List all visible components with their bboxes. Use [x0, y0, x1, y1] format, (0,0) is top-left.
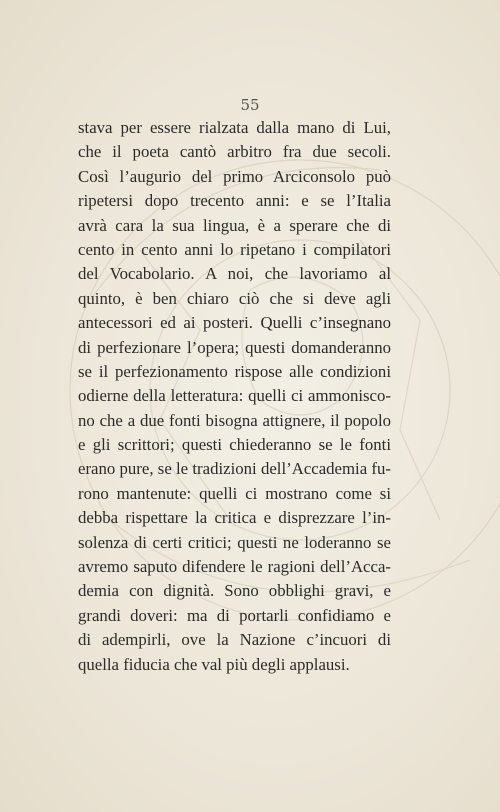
body-text: [78, 116, 391, 677]
text-line: grandi doveri: ma di portarli confidiamo e: [78, 605, 391, 625]
text-line: solenza di certi critici; questi ne loderanno se: [78, 532, 391, 552]
text-line: demia con dignità. Sono obblighi gravi, e: [78, 581, 391, 601]
text-line: odierne della letteratura: quelli ci ammonisco-: [78, 386, 391, 406]
text-line: debba rispettare la critica e disprezzare l’in-: [78, 508, 391, 528]
text-line: che il poeta cantò arbitro fra due secoli.: [78, 142, 391, 162]
text-line: e gli scrittori; questi chiederanno se le fonti: [78, 435, 391, 455]
text-line: no che a due fonti bisogna attignere, il popolo: [78, 410, 391, 430]
text-line: del Vocabolario. A noi, che lavoriamo al: [78, 264, 391, 284]
text-line: stava per essere rialzata dalla mano di Lui,: [78, 118, 391, 137]
text-line: ripetersi dopo trecento anni: e se l’Italia: [78, 191, 391, 211]
text-line: erano pure, se le tradizioni dell’Accademia fu-: [78, 459, 391, 479]
text-line: cento in cento anni lo ripetano i compilatori: [78, 239, 391, 259]
text-line: avremo saputo difendere le ragioni dell’Acca-: [78, 557, 391, 577]
text-line: quella fiducia che val più degli applausi.: [78, 654, 350, 674]
text-line: Così l’augurio del primo Arciconsolo può: [78, 166, 391, 186]
text-line: quinto, è ben chiaro ciò che si deve agli: [78, 288, 391, 308]
page-number: 55: [240, 96, 260, 114]
text-line: di adempirli, ove la Nazione c’incuori di: [78, 630, 391, 650]
text-line: antecessori ed ai posteri. Quelli c’insegnano: [78, 313, 391, 333]
text-line: se il perfezionamento rispose alle condizioni: [78, 361, 391, 381]
text-line: rono mantenute: quelli ci mostrano come si: [78, 483, 391, 503]
text-line: avrà cara la sua lingua, è a sperare che di: [78, 215, 391, 235]
text-line: di perfezionare l’opera; questi domanderanno: [78, 337, 391, 357]
